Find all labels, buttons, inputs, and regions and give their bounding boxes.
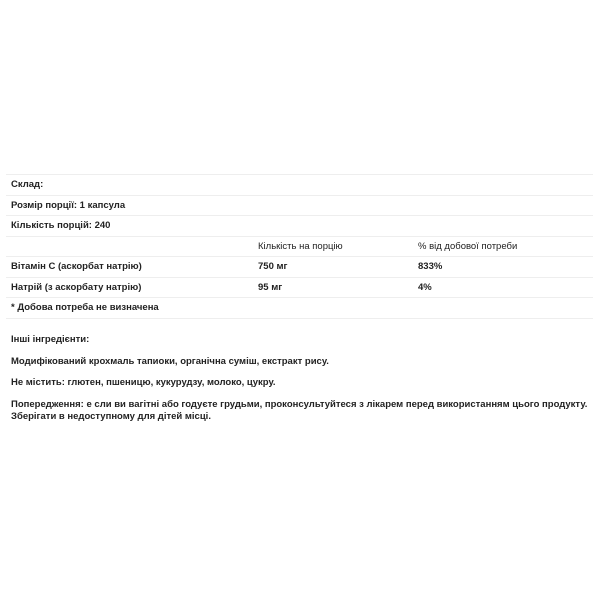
- footnote-row: [6, 298, 593, 319]
- other-ingredients: Модифікований крохмаль тапиоки, органічна суміш, екстракт рису.: [11, 355, 329, 367]
- table-header-row: [6, 237, 593, 258]
- storage-statement: Зберігати в недоступному для дітей місці.: [11, 410, 211, 422]
- supplement-facts-table: [6, 174, 593, 319]
- column-header-daily-value: % від добової потреби: [418, 240, 518, 252]
- serving-size-row: [6, 196, 593, 217]
- composition-row: [6, 175, 593, 196]
- nutrient-name: Натрій (з аскорбату натрію): [11, 281, 142, 293]
- column-header-amount: Кількість на порцію: [258, 240, 343, 252]
- nutrient-name: Вітамін C (аскорбат натрію): [11, 261, 142, 272]
- nutrient-amount: 750 мг: [258, 261, 288, 272]
- composition-label: Склад:: [11, 179, 44, 190]
- nutrient-daily-value: 4%: [418, 281, 432, 293]
- table-row: [6, 278, 593, 299]
- product-notes: [11, 334, 596, 423]
- warning-statement: Попередження: е сли ви вагітні або годуєте грудьми, проконсультуйтеся з лікарем перед використанням цього продукту.: [11, 398, 588, 410]
- other-ingredients-label: Інші інгредієнти:: [11, 334, 90, 345]
- servings-per-container: Кількість порцій: 240: [11, 220, 111, 231]
- free-from-statement: Не містить: глютен, пшеницю, кукурудзу, молоко, цукру.: [11, 377, 276, 388]
- serving-size: Розмір порції: 1 капсула: [11, 199, 126, 211]
- table-row: [6, 257, 593, 278]
- nutrient-daily-value: 833%: [418, 261, 443, 272]
- footnote: * Добова потреба не визначена: [11, 302, 159, 313]
- nutrient-amount: 95 мг: [258, 281, 283, 293]
- servings-per-container-row: [6, 216, 593, 237]
